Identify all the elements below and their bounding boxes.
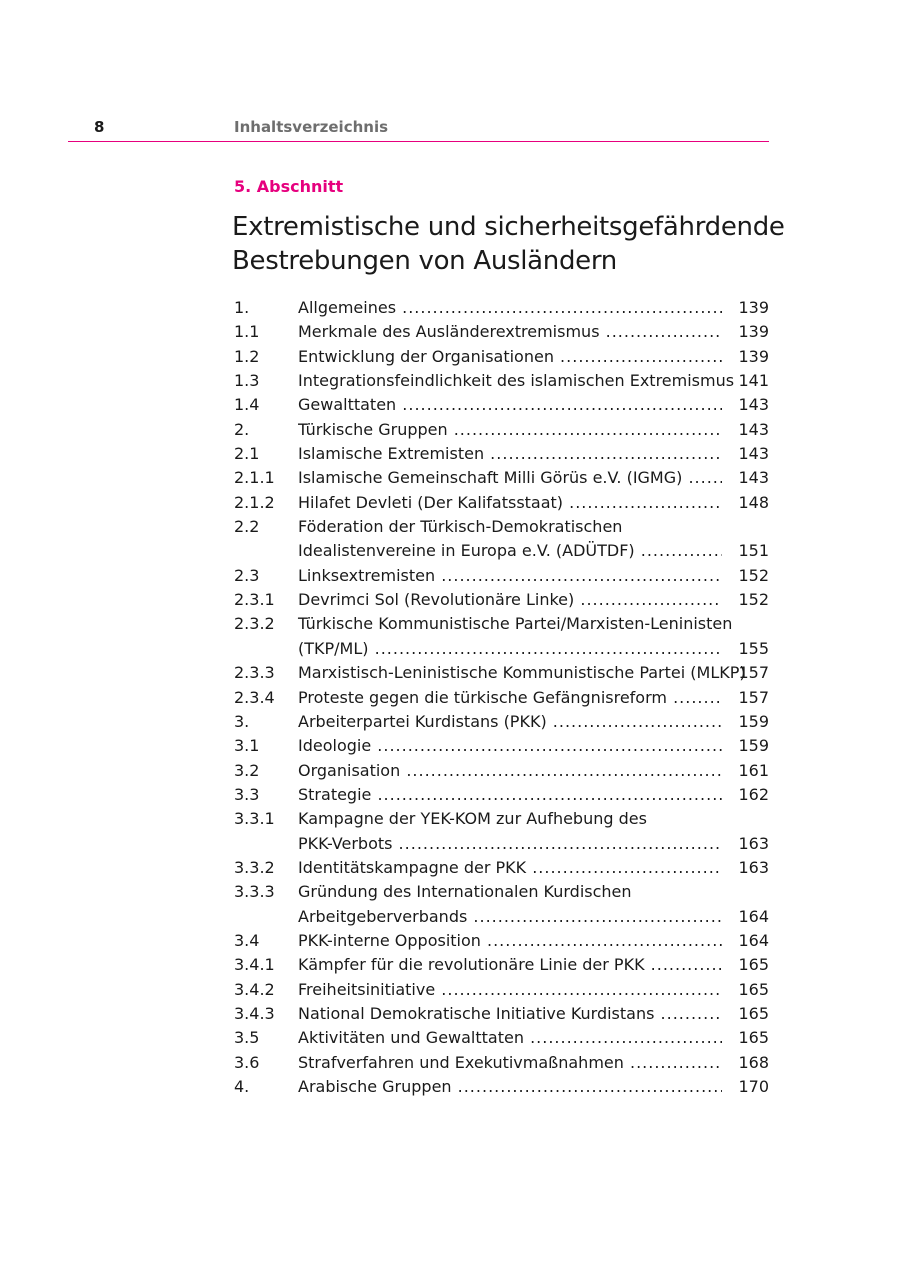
toc-entry-page: 157 [738,687,769,707]
toc-entry-number: 1. [234,298,250,317]
toc-entry-title: Kampagne der YEK-KOM zur Aufhebung des [298,809,647,829]
section-title [232,210,792,278]
toc-entry [234,1075,769,1099]
section-title-line-1: Extremistische und sicherheitsgefährdende [232,212,785,242]
toc-entry-title: Ideologie ..... [298,734,722,758]
toc-entry [234,466,769,490]
toc-entry-page: 152 [738,565,769,585]
section-label: 5. Abschnitt [234,177,344,196]
toc-entry-page: 143 [738,444,769,464]
toc-entry-page: 164 [738,906,769,926]
toc-entry-title: Identitätskampagne der PKK ..... [298,856,722,880]
toc-entry-title: PKK-interne Opposition ..... [298,929,722,953]
toc-entry-number: 2.1.2 [234,492,275,512]
toc-entry-page: 157 [738,663,769,683]
toc-entry-number: 1.1 [234,322,260,342]
toc-entry-title: Proteste gegen die türkische Gefängnisreform ..... [298,686,722,710]
toc-entry-title: Arabische Gruppen ..... [298,1075,722,1099]
toc-entry-title: Idealistenvereine in Europa e.V. (ADÜTDF) ..... [298,539,722,563]
toc-entry [234,491,769,515]
toc-entry-title: PKK-Verbots ..... [298,832,722,856]
toc-entry [234,588,769,612]
toc-entry-number: 2.3.2 [234,614,275,634]
toc-entry-page: 165 [738,1003,769,1023]
toc-entry-page: 164 [738,930,769,950]
toc-entry-title: Islamische Gemeinschaft Milli Görüs e.V. (IGMG) ..... [298,466,722,490]
toc-entry-title: Kämpfer für die revolutionäre Linie der PKK ..... [298,953,722,977]
toc-entry-number: 2. [234,419,250,439]
toc-entry-page: 152 [738,590,769,610]
toc-entry-number: 3.2 [234,760,260,780]
toc-entry-title: Strategie ..... [298,783,722,807]
toc-entry-number: 3.4.3 [234,1003,275,1023]
toc-entry [234,978,769,1002]
running-title: Inhaltsverzeichnis [234,118,389,136]
toc-entry-number: 3.4 [234,930,260,950]
toc-entry-title: Allgemeines ..... [298,296,722,320]
toc-entry [234,686,769,710]
toc-entry-number: 2.3.1 [234,590,275,610]
toc-entry-title: Linksextremisten ..... [298,564,722,588]
toc-entry-page: 159 [738,711,769,731]
toc-entry-title: Integrationsfeindlichkeit des islamischen Extremismus [298,371,735,391]
toc-entry-title: Marxistisch-Leninistische Kommunistische Partei (MLKP) [298,663,746,683]
toc-entry-title: Türkische Gruppen ..... [298,418,722,442]
toc-entry [234,637,769,661]
toc-entry-page: 141 [738,371,769,391]
toc-entry-page: 163 [738,857,769,877]
toc-entry-page: 165 [738,955,769,975]
toc-entry [234,953,769,977]
toc-entry-page: 139 [738,346,769,366]
toc-entry-number: 3.4.1 [234,955,275,975]
toc-entry [234,393,769,417]
toc-entry-number: 2.3.3 [234,663,275,683]
toc-entry-title: National Demokratische Initiative Kurdistans ..... [298,1002,722,1026]
toc-entry-number: 1.2 [234,346,260,366]
header-divider [68,141,769,142]
toc-entry-title: Merkmale des Ausländerextremismus ..... [298,320,722,344]
toc-entry [234,320,769,344]
toc-entry-title: Gewalttaten ..... [298,393,722,417]
toc-entry-number: 3. [234,711,250,731]
toc-entry-page: 170 [738,1077,769,1096]
toc-entry-title: Arbeitgeberverbands ..... [298,905,722,929]
toc-entry [234,515,769,539]
toc-entry-number: 3.5 [234,1028,260,1048]
toc-entry-title: Arbeiterpartei Kurdistans (PKK) ..... [298,710,722,734]
toc-entry [234,710,769,734]
toc-entry [234,418,769,442]
toc-entry-number: 3.1 [234,736,260,756]
toc-entry-page: 139 [738,298,769,317]
toc-entry-page: 155 [738,638,769,658]
toc-entry [234,905,769,929]
toc-entry [234,832,769,856]
toc-entry [234,1051,769,1075]
section-title-line-2: Bestrebungen von Ausländern [232,246,617,276]
page-number: 8 [94,118,105,136]
toc-entry-number: 2.3 [234,565,260,585]
toc-entry [234,539,769,563]
toc-entry [234,759,769,783]
toc-entry-page: 139 [738,322,769,342]
toc-entry-title: Strafverfahren und Exekutivmaßnahmen ..... [298,1051,722,1075]
toc-entry [234,929,769,953]
toc-entry-number: 3.3.1 [234,809,275,829]
toc-entry [234,661,769,685]
toc-entry-number: 4. [234,1077,250,1096]
toc-entry [234,856,769,880]
toc-entry-number: 3.4.2 [234,979,275,999]
toc-entry-page: 168 [738,1052,769,1072]
toc-entry-title: Föderation der Türkisch-Demokratischen [298,517,623,537]
toc-entry-number: 1.3 [234,371,260,391]
toc-entry-number: 1.4 [234,395,260,415]
toc-entry-title: Entwicklung der Organisationen ..... [298,345,722,369]
toc-entry-title: Devrimci Sol (Revolutionäre Linke) ..... [298,588,722,612]
toc-entry [234,783,769,807]
toc-entry-title: Aktivitäten und Gewalttaten ..... [298,1026,722,1050]
toc-entry-page: 159 [738,736,769,756]
toc-entry [234,1026,769,1050]
toc-entry [234,564,769,588]
toc-entry-page: 162 [738,784,769,804]
toc-entry-number: 3.3.2 [234,857,275,877]
toc-entry [234,1002,769,1026]
toc-entry [234,807,769,831]
toc-entry [234,612,769,636]
toc-entry-number: 2.2 [234,517,260,537]
toc-entry-title: (TKP/ML) ..... [298,637,722,661]
toc-entry [234,296,769,320]
toc-entry-title: Freiheitsinitiative ..... [298,978,722,1002]
toc-entry-page: 165 [738,979,769,999]
table-of-contents [234,296,769,1099]
toc-entry-number: 3.3 [234,784,260,804]
toc-entry [234,345,769,369]
toc-entry-number: 2.1.1 [234,468,275,488]
toc-entry [234,734,769,758]
toc-entry-number: 2.1 [234,444,260,464]
toc-entry-page: 148 [738,492,769,512]
toc-entry [234,442,769,466]
toc-entry-page: 151 [738,541,769,561]
toc-entry [234,880,769,904]
toc-entry-page: 161 [738,760,769,780]
toc-entry-number: 3.6 [234,1052,260,1072]
toc-entry-title: Hilafet Devleti (Der Kalifatsstaat) ..... [298,491,722,515]
toc-entry-title: Gründung des Internationalen Kurdischen [298,882,632,902]
toc-entry-page: 165 [738,1028,769,1048]
toc-entry-title: Organisation ..... [298,759,722,783]
toc-entry-page: 143 [738,419,769,439]
toc-entry-page: 143 [738,395,769,415]
toc-entry-title: Islamische Extremisten ..... [298,442,722,466]
toc-entry-number: 2.3.4 [234,687,275,707]
toc-entry-page: 143 [738,468,769,488]
toc-entry-number: 3.3.3 [234,882,275,902]
toc-entry [234,369,769,393]
toc-entry-title: Türkische Kommunistische Partei/Marxisten-Leninisten [298,614,733,634]
toc-entry-page: 163 [738,833,769,853]
